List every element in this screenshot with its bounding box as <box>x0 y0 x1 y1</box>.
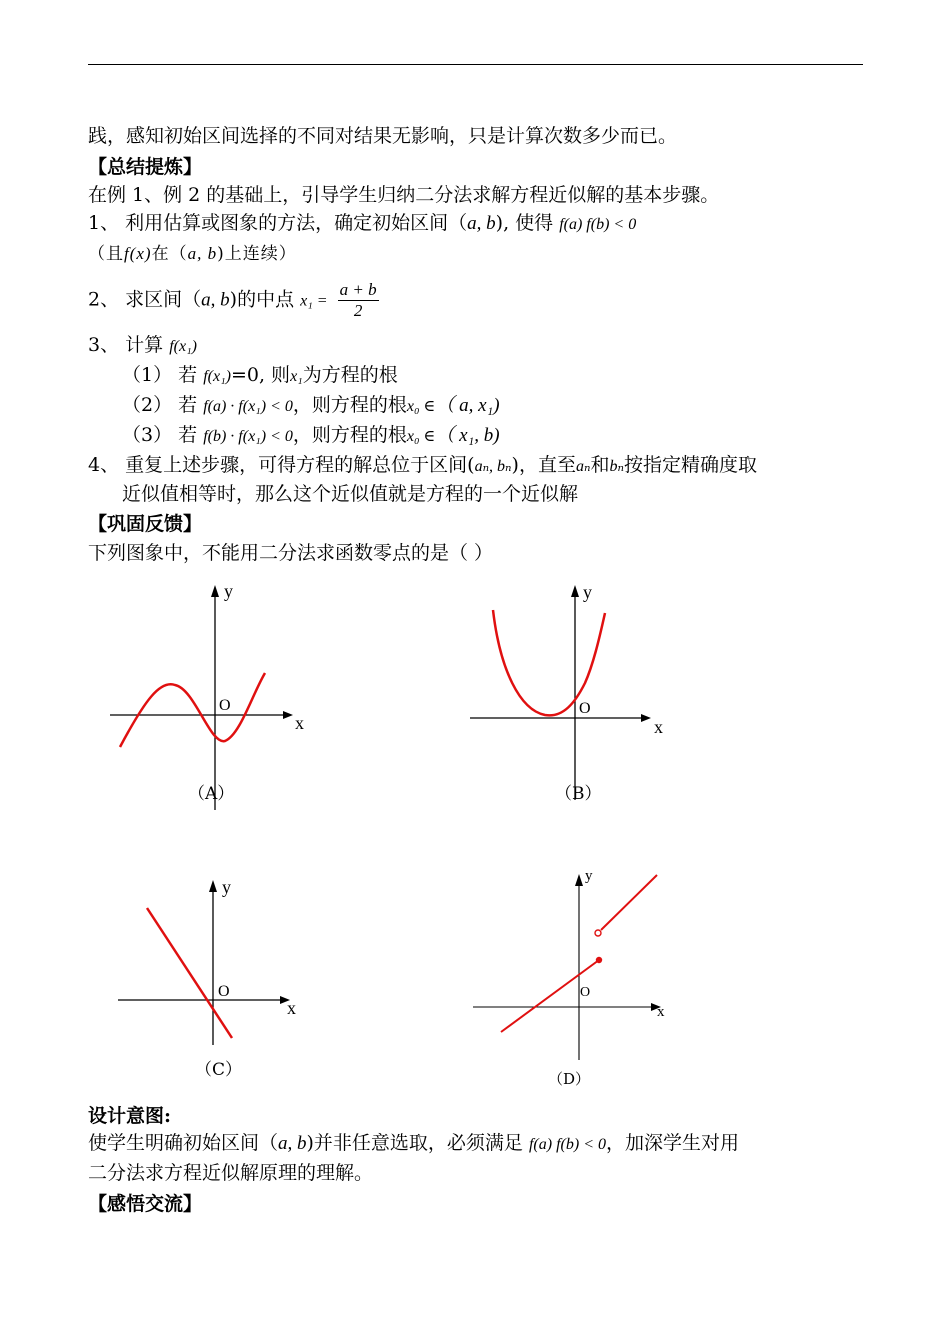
header-rule <box>88 64 863 65</box>
sub-2-num: （2） <box>122 394 173 416</box>
sub-2-text: 若 <box>178 394 198 416</box>
graph-d-open-point <box>595 930 601 936</box>
sub-1-expr: f(x₁) <box>203 368 231 385</box>
graph-c-caption: （C） <box>195 1060 243 1080</box>
design-text: 使学生明确初始区间（ <box>88 1132 279 1154</box>
step-4-he: 和 <box>590 454 610 476</box>
step-1-note-pre: （且 <box>88 244 124 264</box>
step-2-x1: x₁ = <box>300 292 328 310</box>
graph-d <box>465 860 675 1090</box>
step-2 <box>88 280 379 328</box>
summary-heading: 【总结提炼】 <box>88 156 203 178</box>
sub-1-tail: 为方程的根 <box>302 364 398 386</box>
step-1-note <box>88 242 297 266</box>
design-post: ，加深学生对用 <box>605 1132 739 1154</box>
design-line-2: 二分法求方程近似解原理的理解。 <box>88 1162 374 1184</box>
sub-3-expr: f(b) · f(x₁) < 0 <box>203 428 293 445</box>
step-2-text: 求区间（ <box>125 288 202 311</box>
sub-3-x0: x₀ ∈ <box>406 428 436 445</box>
graph-b-origin-label: O <box>579 700 591 717</box>
graph-b-caption: （B） <box>555 784 602 804</box>
step-3-text: 计算 <box>125 334 164 356</box>
step-2-mid: )的中点 <box>229 288 295 311</box>
sub-1-num: （1） <box>122 364 173 386</box>
graph-c-y-arrow <box>209 880 217 892</box>
sub-3-post: ，则方程的根 <box>292 424 407 446</box>
graph-a-x-arrow <box>283 711 293 719</box>
step-4-tail: 按指定精确度取 <box>623 454 757 476</box>
graph-d-caption: （D） <box>548 1070 591 1088</box>
graph-d-y-arrow <box>575 874 583 886</box>
step-2-interval: a, b <box>201 289 230 311</box>
graph-c-origin-label: O <box>218 983 230 1000</box>
sub-step-2 <box>122 393 500 419</box>
graph-c-line <box>147 908 232 1038</box>
fraction-numerator: a + b <box>339 280 377 299</box>
graph-a-y-label: y <box>224 581 233 601</box>
graph-c-x-label: x <box>287 998 296 1018</box>
design-heading: 设计意图: <box>88 1105 172 1127</box>
graph-d-origin-label: O <box>580 985 591 1000</box>
graph-d-upper-segment <box>601 875 657 930</box>
fraction-denominator: 2 <box>353 301 363 320</box>
graph-a-curve <box>120 673 265 747</box>
step-2-num: 2、 <box>88 288 120 311</box>
graph-a-caption: （A） <box>188 784 235 804</box>
design-interval: a, b <box>278 1133 307 1154</box>
step-4-mid: )，直至 <box>511 454 576 476</box>
graph-b-y-arrow <box>571 585 579 597</box>
graph-a <box>100 575 320 815</box>
step-4-interval: aₙ, bₙ <box>474 458 512 475</box>
midpoint-fraction <box>338 280 379 321</box>
step-4-num: 4、 <box>88 454 120 476</box>
step-4-continuation: 近似值相等时，那么这个近似值就是方程的一个近似解 <box>122 483 579 505</box>
sub-1-text: 若 <box>178 364 198 386</box>
step-1 <box>88 211 636 237</box>
sub-3-text: 若 <box>178 424 198 446</box>
reflect-heading: 【感悟交流】 <box>88 1193 203 1215</box>
step-1-note-mid: 在（ <box>151 244 188 264</box>
step-3-expr: f(x₁) <box>169 338 197 355</box>
graph-c <box>110 870 310 1085</box>
step-4 <box>88 453 757 479</box>
step-1-interval: a, b <box>467 213 496 234</box>
graph-a-y-arrow <box>211 585 219 597</box>
step-3-num: 3、 <box>88 334 120 356</box>
sub-3-num: （3） <box>122 424 173 446</box>
graph-b <box>465 575 695 815</box>
graph-c-y-label: y <box>222 877 231 897</box>
intro-line: 践，感知初始区间选择的不同对结果无影响，只是计算次数多少而已。 <box>88 125 678 147</box>
design-mid: )并非任意选取，必须满足 <box>306 1132 523 1154</box>
graph-a-x-label: x <box>295 713 304 733</box>
sub-2-interval: （ a, x₁) <box>435 395 500 416</box>
step-1-note-interval: a, b <box>187 244 218 263</box>
step-1-mid: ), 使得 <box>495 212 554 234</box>
design-line-1 <box>88 1131 739 1157</box>
sub-1-post: =0, 则 <box>230 364 291 386</box>
graph-b-x-arrow <box>641 714 651 722</box>
graph-b-y-label: y <box>583 582 592 602</box>
sub-2-post: ，则方程的根 <box>292 394 407 416</box>
graph-b-x-label: x <box>654 717 663 737</box>
step-1-note-post: )上连续） <box>217 244 297 264</box>
step-1-num: 1、 <box>88 212 120 234</box>
sub-3-interval: （ x₁, b) <box>435 425 500 446</box>
sub-1-x1: x₁ <box>290 368 303 385</box>
question-text: 下列图象中，不能用二分法求函数零点的是（ ） <box>88 542 494 564</box>
graph-d-y-label: y <box>585 868 593 884</box>
design-condition: f(a) f(b) < 0 <box>528 1136 606 1153</box>
graph-d-closed-point <box>596 957 602 963</box>
sub-step-1 <box>122 363 398 389</box>
sub-2-expr: f(a) · f(x₁) < 0 <box>203 398 293 415</box>
step-1-note-fx: f(x) <box>124 244 152 263</box>
step-3 <box>88 333 197 359</box>
feedback-heading: 【巩固反馈】 <box>88 513 203 535</box>
summary-intro: 在例 1、例 2 的基础上，引导学生归纳二分法求解方程近似解的基本步骤。 <box>88 184 720 206</box>
graph-d-x-label: x <box>657 1004 665 1020</box>
step-4-bn: bₙ <box>609 458 624 475</box>
step-1-condition: f(a) f(b) < 0 <box>559 216 637 233</box>
sub-step-3 <box>122 423 500 449</box>
step-4-text: 重复上述步骤，可得方程的解总位于区间( <box>125 454 475 476</box>
step-1-text: 利用估算或图象的方法，确定初始区间（ <box>125 212 468 234</box>
sub-2-x0: x₀ ∈ <box>406 398 436 415</box>
graph-a-origin-label: O <box>219 697 231 714</box>
step-4-an: aₙ <box>575 458 591 475</box>
